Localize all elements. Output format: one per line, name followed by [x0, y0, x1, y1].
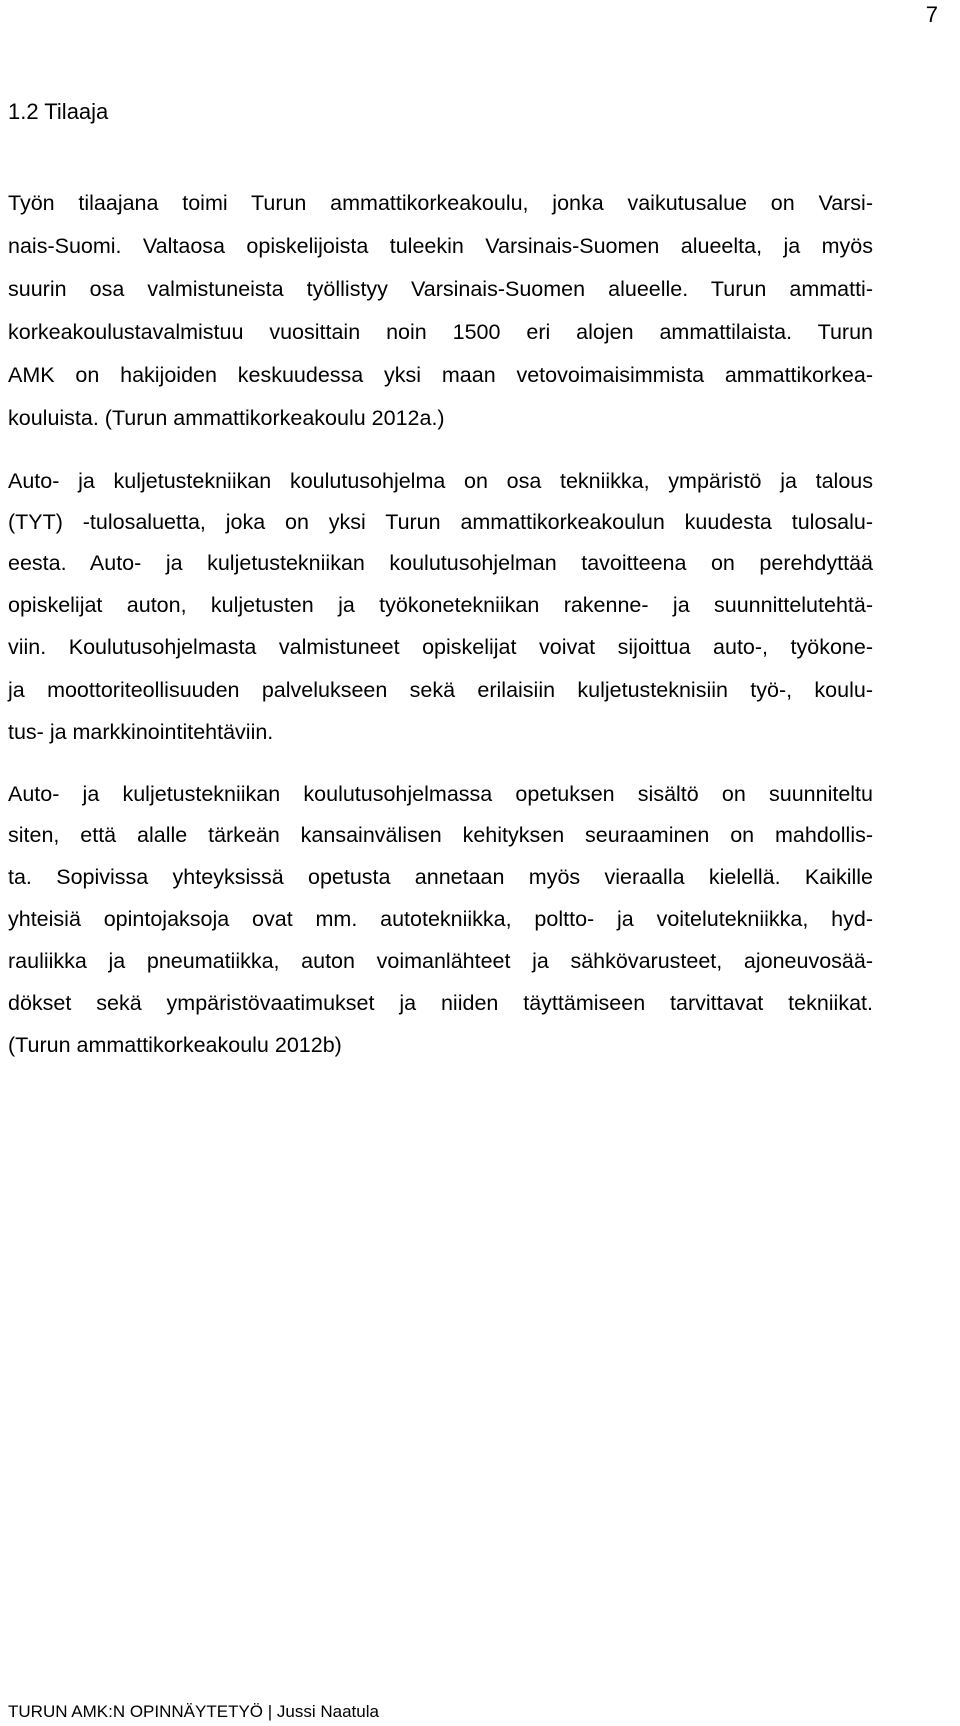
paragraph-line: nais-Suomi. Valtaosa opiskelijoista tuleekin Varsinais-Suomen alueelta, ja myös [8, 234, 873, 258]
paragraph-line: ja moottoriteollisuuden palvelukseen sekä erilaisiin kuljetusteknisiin työ-, koulu- [8, 678, 873, 702]
paragraph-line: Auto- ja kuljetustekniikan koulutusohjelma on osa tekniikka, ympäristö ja talous [8, 469, 873, 493]
paragraph-line: (Turun ammattikorkeakoulu 2012b) [8, 1033, 342, 1057]
paragraph-line: korkeakoulustavalmistuu vuosittain noin 1500 eri alojen ammattilaista. Turun [8, 320, 873, 344]
paragraph-line: tus- ja markkinointitehtäviin. [8, 720, 274, 744]
paragraph-line: yhteisiä opintojaksoja ovat mm. autotekniikka, poltto- ja voitelutekniikka, hyd- [8, 907, 873, 931]
section-heading: 1.2 Tilaaja [8, 99, 109, 124]
paragraph-line: opiskelijat auton, kuljetusten ja työkonetekniikan rakenne- ja suunnittelutehtä- [8, 593, 873, 617]
page-number: 7 [925, 2, 938, 27]
paragraph-line: siten, että alalle tärkeän kansainvälisen kehityksen seuraaminen on mahdollis- [8, 823, 873, 847]
paragraph-line: viin. Koulutusohjelmasta valmistuneet opiskelijat voivat sijoittua auto-, työkone- [8, 635, 873, 659]
paragraph-line: ta. Sopivissa yhteyksissä opetusta annetaan myös vieraalla kielellä. Kaikille [8, 865, 873, 889]
paragraph-line: suurin osa valmistuneista työllistyy Varsinais-Suomen alueelle. Turun ammatti- [8, 277, 873, 301]
page-footer: TURUN AMK:N OPINNÄYTETYÖ | Jussi Naatula [8, 1702, 379, 1721]
paragraph-line: dökset sekä ympäristövaatimukset ja niiden täyttämiseen tarvittavat tekniikat. [8, 991, 873, 1015]
paragraph-line: Työn tilaajana toimi Turun ammattikorkeakoulu, jonka vaikutusalue on Varsi- [8, 191, 873, 215]
paragraph-line: Auto- ja kuljetustekniikan koulutusohjelmassa opetuksen sisältö on suunniteltu [8, 782, 873, 806]
paragraph-line: rauliikka ja pneumatiikka, auton voimanlähteet ja sähkövarusteet, ajoneuvosää- [8, 949, 873, 973]
paragraph-line: eesta. Auto- ja kuljetustekniikan koulutusohjelman tavoitteena on perehdyttää [8, 551, 873, 575]
paragraph-line: (TYT) -tulosaluetta, joka on yksi Turun ammattikorkeakoulun kuudesta tulosalu- [8, 510, 873, 534]
paragraph-line: AMK on hakijoiden keskuudessa yksi maan vetovoimaisimmista ammattikorkea- [8, 363, 873, 387]
paragraph-line: kouluista. (Turun ammattikorkeakoulu 2012a.) [8, 406, 445, 430]
